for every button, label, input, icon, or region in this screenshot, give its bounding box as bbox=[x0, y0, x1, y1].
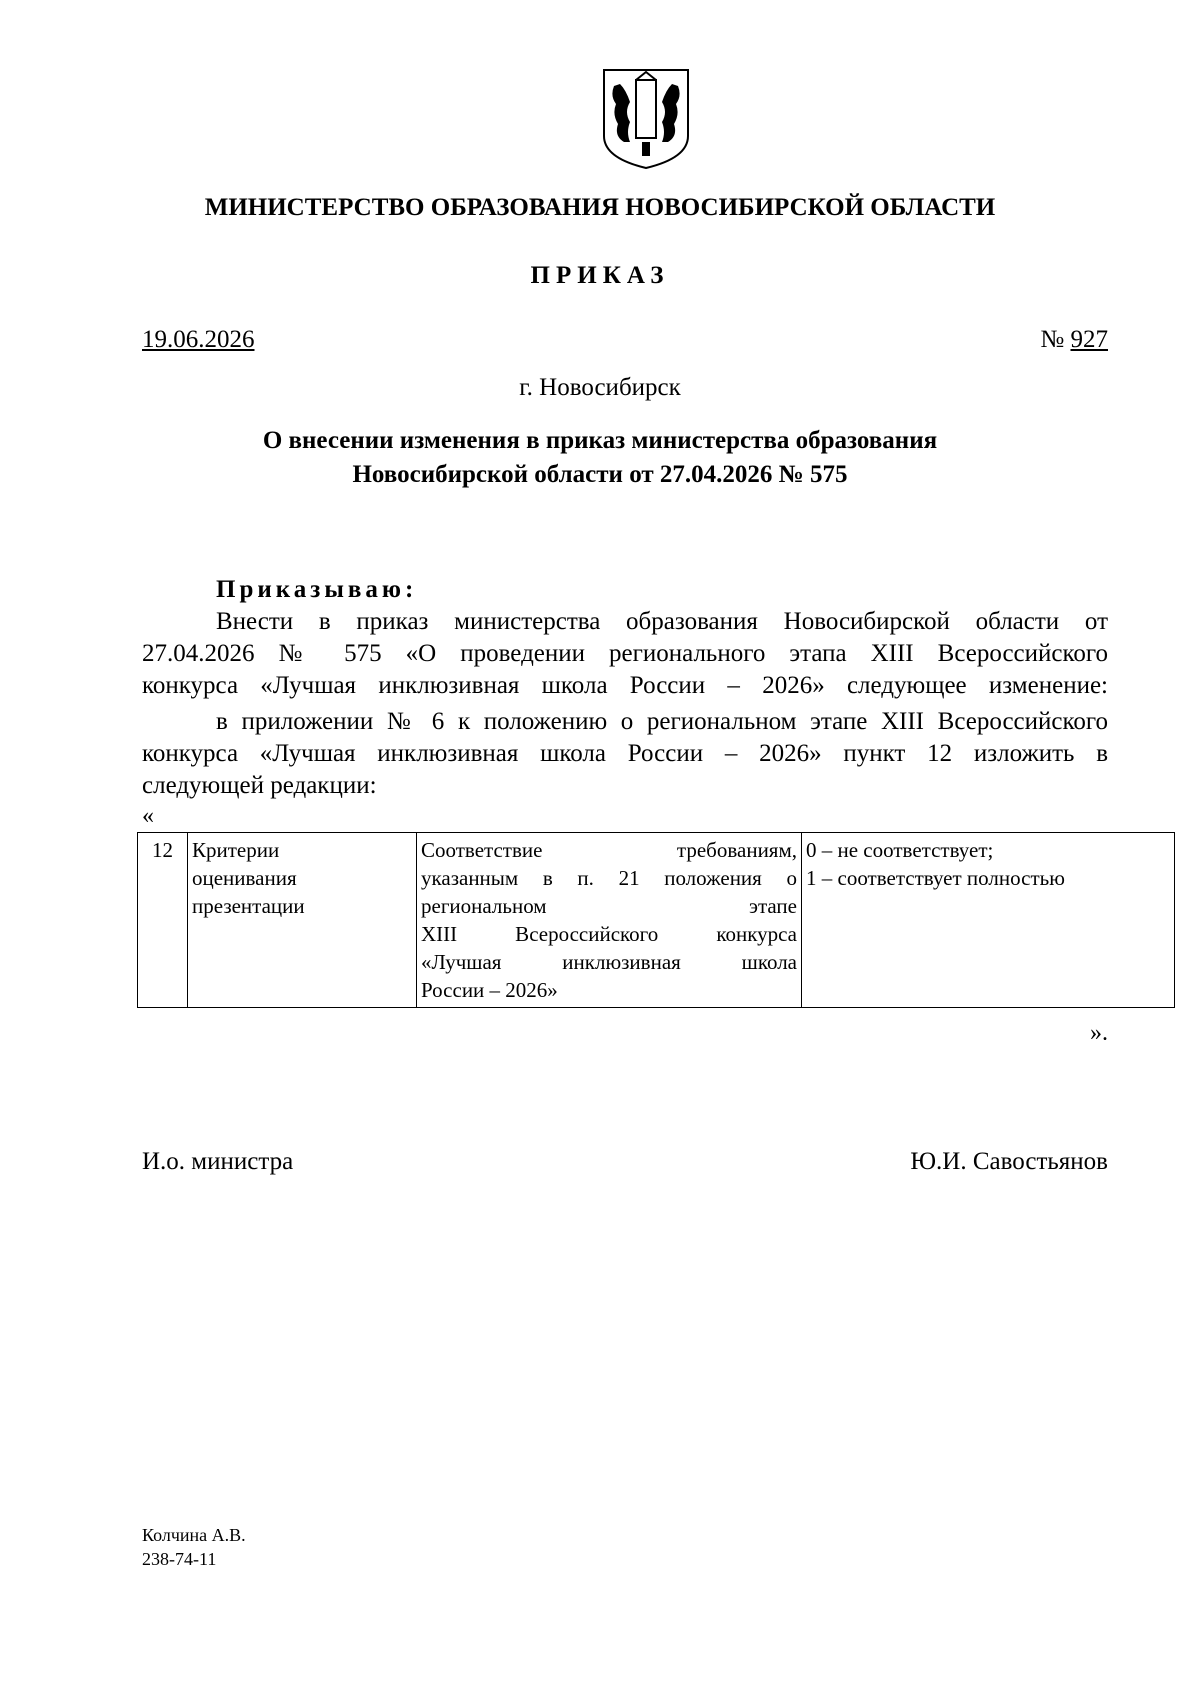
subject-line-1: О внесении изменения в приказ министерства образования bbox=[262, 427, 938, 454]
author-phone: 238-74-11 bbox=[142, 1549, 217, 1569]
cell-line: Соответствие требованиям, bbox=[421, 838, 797, 862]
score-cell bbox=[802, 833, 1175, 1008]
cell-line: XIII Всероссийского конкурса bbox=[421, 922, 797, 946]
signatory-position: И.о. министра bbox=[142, 1148, 294, 1175]
cell-line: региональном этапе bbox=[421, 894, 797, 918]
ministry-title: МИНИСТЕРСТВО ОБРАЗОВАНИЯ НОВОСИБИРСКОЙ ОБЛАСТИ bbox=[204, 194, 996, 221]
cell-line: презентации bbox=[192, 894, 305, 918]
paragraph-line: 27.04.2026 № 575 «О проведении регионального этапа XIII Всероссийского bbox=[142, 640, 1108, 667]
cell-line: России – 2026» bbox=[421, 978, 558, 1002]
cell-line: 1 – соответствует полностью bbox=[806, 866, 1065, 890]
cell-line: 0 – не соответствует; bbox=[806, 838, 994, 862]
city-name: г. Новосибирск bbox=[519, 374, 681, 401]
paragraph-line: конкурса «Лучшая инклюзивная школа России – 2026» пункт 12 изложить в bbox=[142, 740, 1108, 767]
paragraph-line: следующей редакции: bbox=[142, 772, 377, 799]
table-row bbox=[138, 833, 1175, 1008]
decree-word: Приказываю: bbox=[216, 576, 418, 603]
number-value: 927 bbox=[1070, 326, 1108, 353]
quote-open: « bbox=[142, 803, 154, 829]
paragraph-line: конкурса «Лучшая инклюзивная школа России – 2026» следующее изменение: bbox=[142, 672, 1108, 699]
item-number: 12 bbox=[138, 833, 188, 1008]
cell-line: указанным в п. 21 положения о bbox=[421, 866, 797, 890]
description-cell bbox=[417, 833, 802, 1008]
paragraph-1 bbox=[142, 606, 1108, 702]
amendment-table bbox=[137, 832, 1175, 1008]
paragraph-line: Внести в приказ министерства образования Новосибирской области от bbox=[216, 608, 1108, 635]
cell-line: оценивания bbox=[192, 866, 297, 890]
coat-of-arms-emblem bbox=[600, 66, 692, 170]
cell-line: «Лучшая инклюзивная школа bbox=[421, 950, 797, 974]
subject-line-2: Новосибирской области от 27.04.2026 № 575 bbox=[352, 461, 848, 488]
number-sign: № bbox=[1040, 326, 1065, 353]
paragraph-2 bbox=[142, 706, 1108, 802]
criteria-cell bbox=[188, 833, 417, 1008]
paragraph-line: в приложении № 6 к положению о региональном этапе XIII Всероссийского bbox=[216, 708, 1108, 735]
cell-line: Критерии bbox=[192, 838, 280, 862]
order-number bbox=[1040, 326, 1108, 354]
signatory-name: Ю.И. Савостьянов bbox=[910, 1148, 1108, 1175]
author-block bbox=[142, 1523, 246, 1571]
document-type: ПРИКАЗ bbox=[530, 262, 670, 289]
quote-close: ». bbox=[1090, 1020, 1108, 1046]
order-date: 19.06.2026 bbox=[142, 326, 255, 353]
author-name: Колчина А.В. bbox=[142, 1525, 246, 1545]
